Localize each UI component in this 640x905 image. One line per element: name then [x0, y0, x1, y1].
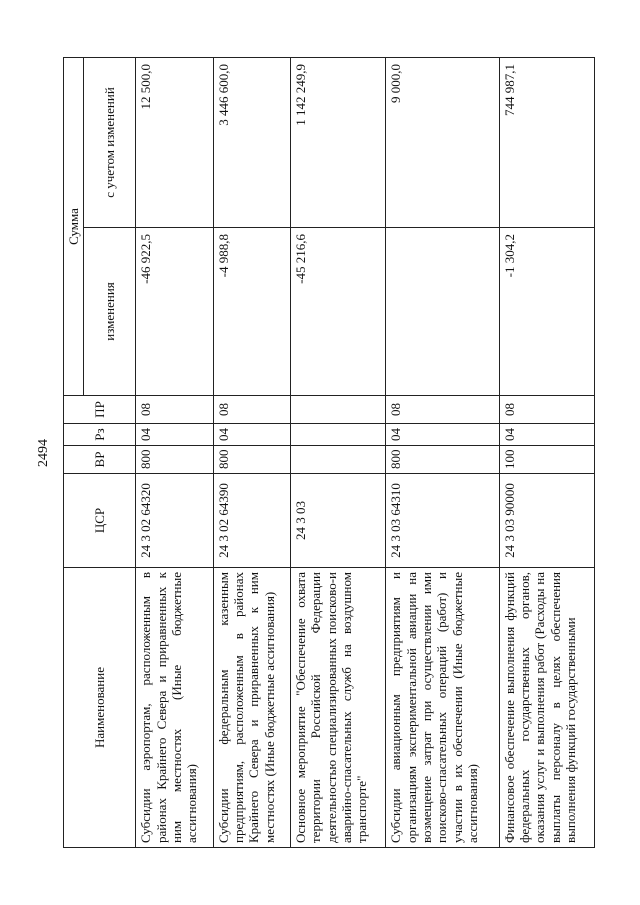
row-rz: 04: [499, 424, 594, 446]
row-name: Субсидии авиационным предприятиям и организациям экспериментальной авиации на возмещение затрат при осуществлении ими поисково-спасательных операций (работ) и участии в их обеспечении (Иные бюджетные ассигнования): [386, 568, 499, 848]
header-rz: Рз: [64, 424, 136, 446]
row-rz: [291, 424, 386, 446]
header-sum: Сумма: [64, 58, 84, 396]
row-total: 9 000,0: [386, 58, 499, 228]
row-pr: [291, 396, 386, 424]
row-csr: 24 3 02 64320: [136, 474, 213, 568]
row-csr: 24 3 03 90000: [499, 474, 594, 568]
header-name: Наименование: [64, 568, 136, 848]
row-change: -45 216,6: [291, 228, 386, 396]
row-csr: 24 3 03 64310: [386, 474, 499, 568]
table-row: [499, 58, 594, 848]
row-rz: 04: [386, 424, 499, 446]
row-change: -1 304,2: [499, 228, 594, 396]
row-rz: 04: [136, 424, 213, 446]
row-total: 12 500,0: [136, 58, 213, 228]
row-pr: 08: [136, 396, 213, 424]
row-name: Субсидии федеральным казенным предприятиям, расположенным в районах Крайнего Севера и приравненных к ним местностях (Иные бюджетные ассигнования): [213, 568, 290, 848]
row-rz: 04: [213, 424, 290, 446]
header-csr: ЦСР: [64, 474, 136, 568]
row-pr: 08: [213, 396, 290, 424]
row-csr: 24 3 02 64390: [213, 474, 290, 568]
row-pr: 08: [499, 396, 594, 424]
row-total: 744 987,1: [499, 58, 594, 228]
page-number: 2494: [36, 439, 51, 467]
rotated-budget-table: [63, 58, 595, 848]
budget-table: [63, 57, 595, 848]
row-name: Субсидии аэропортам, расположенным в районах Крайнего Севера и приравненных к ним местностях (Иные бюджетные ассигнования): [136, 568, 213, 848]
row-vr: 800: [213, 446, 290, 474]
row-pr: 08: [386, 396, 499, 424]
row-vr: [291, 446, 386, 474]
row-csr: 24 3 03: [291, 474, 386, 568]
table-row: [291, 58, 386, 848]
header-change: изменения: [84, 228, 136, 396]
table-row: [213, 58, 290, 848]
header-with-changes: с учетом изменений: [84, 58, 136, 228]
header-vr: ВР: [64, 446, 136, 474]
row-change: -4 988,8: [213, 228, 290, 396]
row-name: Финансовое обеспечение выполнения функций федеральных государственных органов, оказания услуг и выполнения работ (Расходы на выплаты персоналу в целях обеспечения выполнения функций государственными: [499, 568, 594, 848]
header-pr: ПР: [64, 396, 136, 424]
row-total: 1 142 249,9: [291, 58, 386, 228]
table-row: [386, 58, 499, 848]
row-change: [386, 228, 499, 396]
table-row: [136, 58, 213, 848]
row-name: Основное мероприятие "Обеспечение охвата территории Российской Федерации деятельностью специализированных поисково-и аварийно-спасательных служб на воздушном транспорте": [291, 568, 386, 848]
row-vr: 800: [386, 446, 499, 474]
row-vr: 800: [136, 446, 213, 474]
row-vr: 100: [499, 446, 594, 474]
row-change: -46 922,5: [136, 228, 213, 396]
row-total: 3 446 600,0: [213, 58, 290, 228]
